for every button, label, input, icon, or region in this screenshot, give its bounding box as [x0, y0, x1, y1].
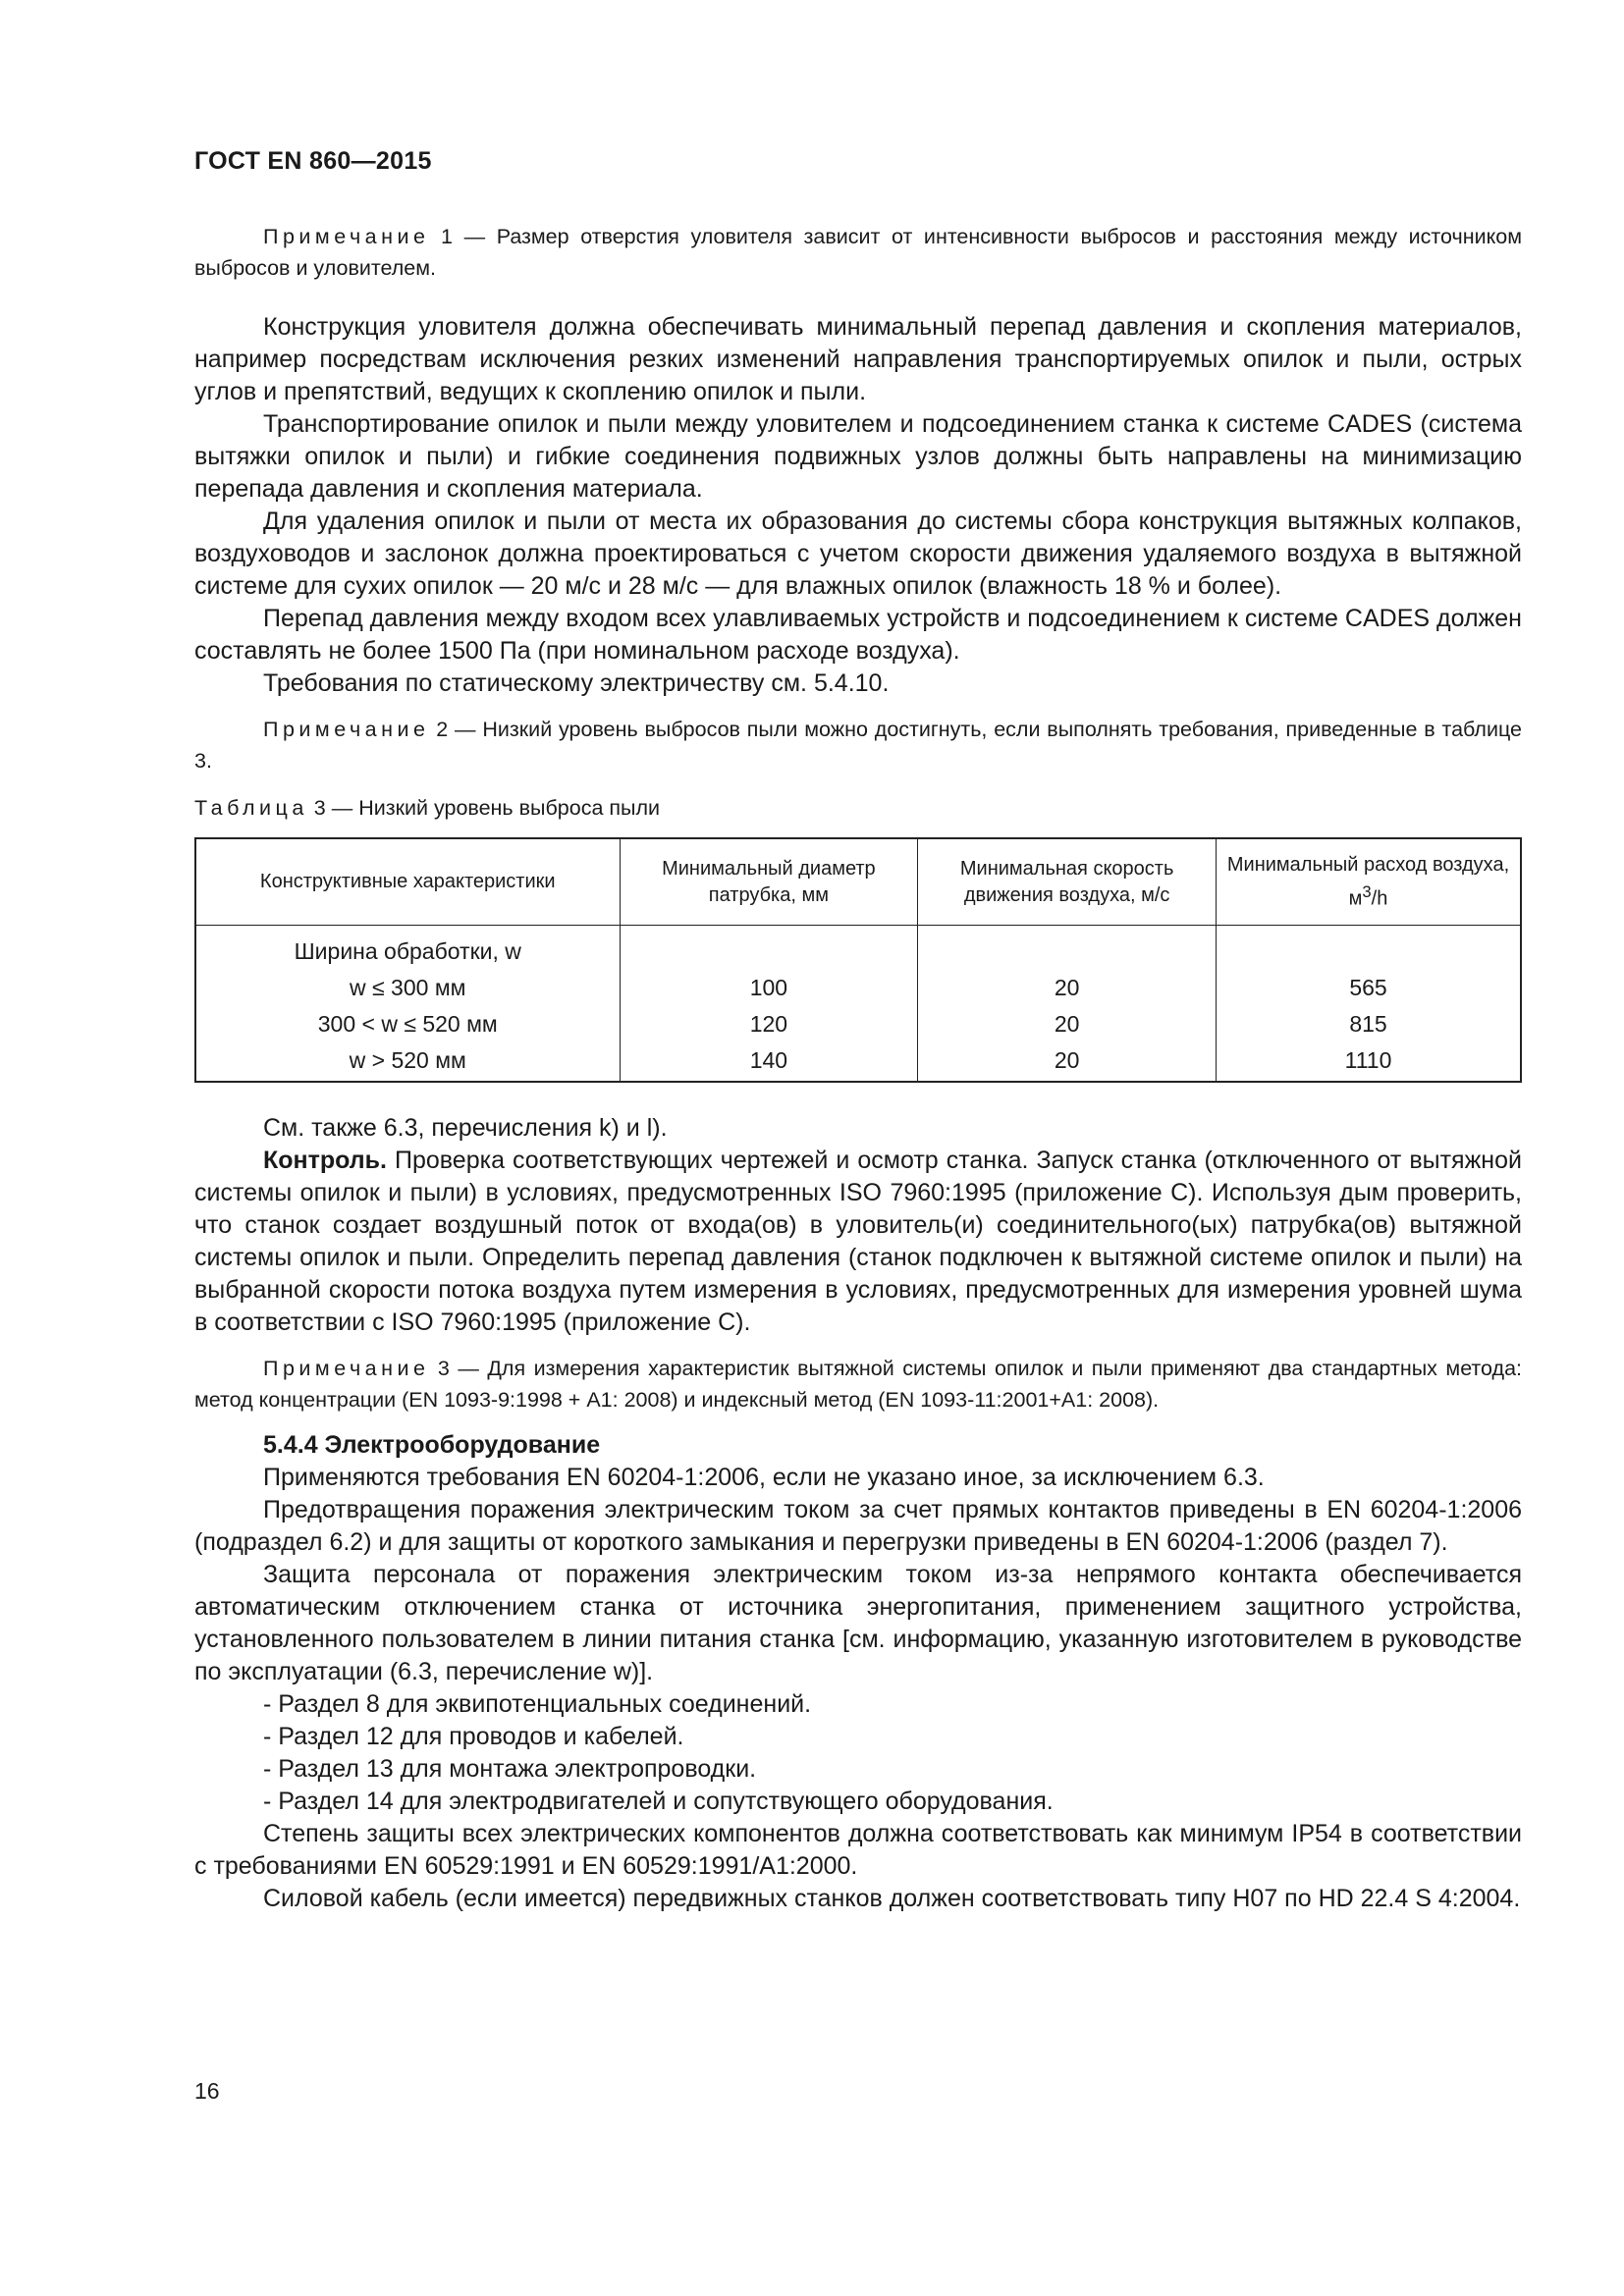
paragraph: Требования по статическому электричеству см. 5.4.10.: [263, 669, 890, 697]
table-caption-text: 3 — Низкий уровень выброса пыли: [307, 796, 661, 820]
table-cell: Ширина обработки, w: [195, 925, 620, 970]
note-1-text: 1 — Размер отверстия уловителя зависит от интенсивности выбросов и расстояния между источником выбросов и уловителем.: [194, 225, 1522, 280]
table-cell: 20: [918, 970, 1217, 1006]
note-2-label: Примечание: [263, 718, 430, 741]
paragraph: Защита персонала от поражения электрическим током из-за непрямого контакта обеспечивается автоматическим отключением станка от источника энергопитания, применением защитного устройства, установленного пользователем в линии питания станка [см. информацию, указанную изготовителем в руководстве по эксплуатации (6.3, перечисление w)].: [194, 1560, 1522, 1685]
note-3-text: 3 — Для измерения характеристик вытяжной системы опилок и пыли применяют два стандартных метода: метод концентрации (EN 1093-9:1998 + А1: 2008) и индексный метод (EN 1093-11:2001+А1: 2008).: [194, 1356, 1522, 1412]
paragraph: Транспортирование опилок и пыли между уловителем и подсоединением станка к системе CADES (система вытяжки опилок и пыли) и гибкие соединения подвижных узлов должны быть направлены на минимизацию перепада давления и скопления материала.: [194, 410, 1522, 503]
table-cell: [620, 925, 918, 970]
table-cell: w > 520 мм: [195, 1042, 620, 1082]
list-item: - Раздел 12 для проводов и кабелей.: [263, 1722, 684, 1750]
table-header-cell: Минимальная скорость движения воздуха, м/с: [918, 838, 1217, 925]
table-cell: [918, 925, 1217, 970]
paragraph: Перепад давления между входом всех улавливаемых устройств и подсоединением к системе CADES должен составлять не более 1500 Па (при номинальном расходе воздуха).: [194, 605, 1522, 665]
table-caption-label: Таблица: [194, 796, 308, 820]
note-3: [194, 1353, 1522, 1415]
table-cell: w ≤ 300 мм: [195, 970, 620, 1006]
table-header-text: Минимальный расход воздуха, м: [1226, 854, 1510, 910]
table-header-suffix: /h: [1371, 887, 1388, 910]
paragraph: Применяются требования EN 60204-1:2006, если не указано иное, за исключением 6.3.: [263, 1463, 1265, 1491]
table-cell: [1217, 925, 1522, 970]
control-label: Контроль.: [263, 1146, 387, 1174]
table-header-row: [195, 838, 1521, 925]
table-header-cell: [1217, 838, 1522, 925]
document-header: ГОСТ EN 860—2015: [194, 147, 432, 175]
page-number: 16: [194, 2078, 220, 2104]
note-1: [194, 221, 1522, 284]
see-also-paragraph: См. также 6.3, перечисления k) и l).: [263, 1113, 668, 1142]
paragraph: Предотвращения поражения электрическим током за счет прямых контактов приведены в EN 60204-1:2006 (подраздел 6.2) и для защиты от короткого замыкания и перегрузки приведены в EN 60204-1:2006 (раздел 7).: [194, 1495, 1522, 1556]
list-item: - Раздел 8 для эквипотенциальных соединений.: [263, 1689, 812, 1718]
table-row: [195, 1042, 1521, 1082]
paragraph: Конструкция уловителя должна обеспечивать минимальный перепад давления и скопления материалов, например посредствам исключения резких изменений направления транспортируемых опилок и пыли, острых углов и препятствий, ведущих к скоплению опилок и пыли.: [194, 313, 1522, 405]
note-2-text: 2 — Низкий уровень выбросов пыли можно достигнуть, если выполнять требования, приведенные в таблице 3.: [194, 718, 1522, 773]
table-row: [195, 970, 1521, 1006]
list-item: - Раздел 14 для электродвигателей и сопутствующего оборудования.: [263, 1787, 1054, 1815]
table-cell: 20: [918, 1006, 1217, 1042]
table-row: [195, 1006, 1521, 1042]
list-item: - Раздел 13 для монтажа электропроводки.: [263, 1754, 757, 1783]
section-title: 5.4.4 Электрооборудование: [263, 1430, 601, 1459]
control-paragraph: [194, 1145, 1522, 1339]
table-cell: 20: [918, 1042, 1217, 1082]
table-cell: 100: [620, 970, 918, 1006]
document-page: [194, 147, 1522, 1915]
table-row: [195, 925, 1521, 970]
table-header-superscript: 3: [1362, 882, 1372, 901]
dust-emission-table: [194, 837, 1522, 1083]
paragraph: Силовой кабель (если имеется) передвижных станков должен соответствовать типу Н07 по HD 22.4 S 4:2004.: [263, 1884, 1521, 1912]
note-1-label: Примечание: [263, 225, 430, 248]
table-cell: 300 < w ≤ 520 мм: [195, 1006, 620, 1042]
table-cell: 565: [1217, 970, 1522, 1006]
paragraph: Степень защиты всех электрических компонентов должна соответствовать как минимум IP54 в соответствии с требованиями EN 60529:1991 и EN 60529:1991/А1:2000.: [194, 1819, 1522, 1880]
table-cell: 140: [620, 1042, 918, 1082]
table-header-cell: Минимальный диаметр патрубка, мм: [620, 838, 918, 925]
table-cell: 120: [620, 1006, 918, 1042]
table-header-cell: Конструктивные характеристики: [195, 838, 620, 925]
note-2: [194, 714, 1522, 776]
note-3-label: Примечание: [263, 1356, 430, 1380]
paragraph: Для удаления опилок и пыли от места их образования до системы сбора конструкция вытяжных колпаков, воздуховодов и заслонок должна проектироваться с учетом скорости движения удаляемого воздуха в вытяжной системе для сухих опилок — 20 м/с и 28 м/с — для влажных опилок (влажность 18 % и более).: [194, 507, 1522, 600]
control-text: Проверка соответствующих чертежей и осмотр станка. Запуск станка (отключенного от вытяжной системы опилок и пыли) в условиях, предусмотренных ISO 7960:1995 (приложение С). Используя дым проверить, что станок создает воздушный поток от входа(ов) в уловитель(и) соединительного(ых) патрубка(ов) вытяжной системы опилок и пыли. Определить перепад давления (станок подключен к вытяжной системе опилок и пыли) на выбранной скорости потока воздуха путем измерения в условиях, предусмотренных для измерения уровней шума в соответствии с ISO 7960:1995 (приложение С).: [194, 1146, 1522, 1336]
table-caption: [194, 792, 1522, 824]
table-cell: 815: [1217, 1006, 1522, 1042]
table-cell: 1110: [1217, 1042, 1522, 1082]
